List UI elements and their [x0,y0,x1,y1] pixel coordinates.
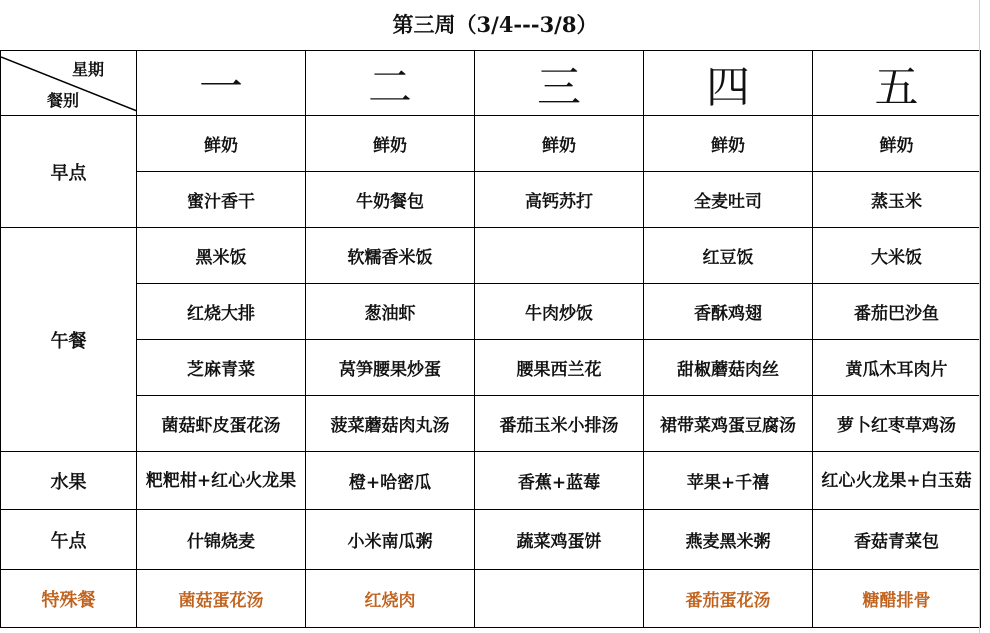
table-cell: 什锦烧麦 [137,510,306,570]
table-cell: 番茄巴沙鱼 [813,284,981,340]
table-cell: 粑粑柑+红心火龙果 [137,452,306,510]
section-label-special: 特殊餐 [1,570,137,628]
page-title: 第三周（3/4---3/8） [392,12,598,37]
table-row [1,228,981,284]
table-cell: 黄瓜木耳肉片 [813,340,981,396]
day-header-thu: 四 [644,51,813,116]
table-cell: 菌菇蛋花汤 [137,570,306,628]
table-cell: 蜜汁香干 [137,172,306,228]
table-cell: 全麦吐司 [644,172,813,228]
section-label-lunch: 午餐 [1,228,137,452]
table-cell: 菌菇虾皮蛋花汤 [137,396,306,452]
section-label-fruit: 水果 [1,452,137,510]
day-header-fri: 五 [813,51,981,116]
sheet-gridline [979,0,980,633]
table-cell: 高钙苏打 [475,172,644,228]
section-label-breakfast: 早点 [1,116,137,228]
table-cell: 蒸玉米 [813,172,981,228]
table-cell: 裙带菜鸡蛋豆腐汤 [644,396,813,452]
table-cell: 鲜奶 [137,116,306,172]
header-row [1,51,981,116]
table-cell: 葱油虾 [306,284,475,340]
table-cell: 红烧肉 [306,570,475,628]
table-cell: 菠菜蘑菇肉丸汤 [306,396,475,452]
table-cell: 鲜奶 [644,116,813,172]
table-row [1,570,981,628]
table-cell: 番茄玉米小排汤 [475,396,644,452]
table-cell: 软糯香米饭 [306,228,475,284]
table-cell: 蔬菜鸡蛋饼 [475,510,644,570]
table-cell [475,570,644,628]
table-cell: 鲜奶 [475,116,644,172]
table-row [1,116,981,172]
day-header-wed: 三 [475,51,644,116]
weekday-header-label: 星期 [71,60,104,79]
table-cell: 红豆饭 [644,228,813,284]
table-cell: 橙+哈密瓜 [306,452,475,510]
table-cell: 香菇青菜包 [813,510,981,570]
table-row [1,284,981,340]
table-cell: 苹果+千禧 [644,452,813,510]
meal-header-label: 餐别 [47,91,80,110]
table-cell: 番茄蛋花汤 [644,570,813,628]
day-header-mon: 一 [137,51,306,116]
table-cell: 萝卜红枣草鸡汤 [813,396,981,452]
day-header-tue: 二 [306,51,475,116]
table-row [1,340,981,396]
table-cell: 燕麦黑米粥 [644,510,813,570]
table-cell: 腰果西兰花 [475,340,644,396]
table-cell [475,228,644,284]
table-row [1,172,981,228]
table-cell: 莴笋腰果炒蛋 [306,340,475,396]
table-cell: 牛奶餐包 [306,172,475,228]
table-cell: 香酥鸡翅 [644,284,813,340]
table-cell: 小米南瓜粥 [306,510,475,570]
table-cell: 香蕉+蓝莓 [475,452,644,510]
table-cell: 甜椒蘑菇肉丝 [644,340,813,396]
table-row [1,396,981,452]
table-cell: 黑米饭 [137,228,306,284]
menu-table [0,50,981,628]
table-cell: 鲜奶 [813,116,981,172]
table-cell: 鲜奶 [306,116,475,172]
corner-header-cell [1,51,137,116]
table-cell: 红烧大排 [137,284,306,340]
table-cell: 牛肉炒饭 [475,284,644,340]
table-row [1,510,981,570]
section-label-afternoon: 午点 [1,510,137,570]
table-cell: 大米饭 [813,228,981,284]
table-cell: 芝麻青菜 [137,340,306,396]
table-cell: 红心火龙果+白玉菇 [813,452,981,510]
table-cell: 糖醋排骨 [813,570,981,628]
table-row [1,452,981,510]
